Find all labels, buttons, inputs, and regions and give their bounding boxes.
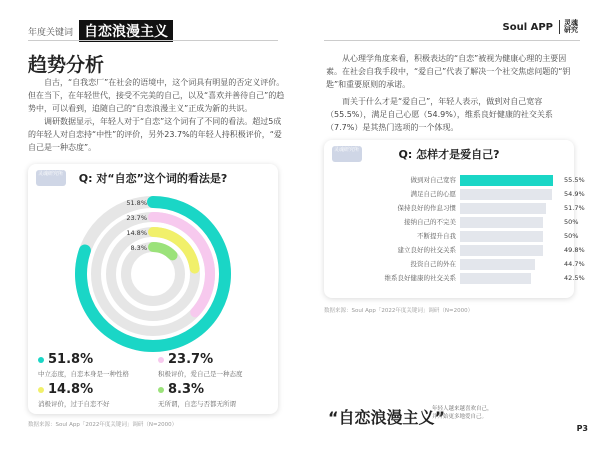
footer-subtitle-line2: 并开始更多地爱自己。 [432, 414, 488, 420]
bar-label-7: 维系良好健康的社交关系 [384, 274, 456, 282]
bar-fill-0 [460, 175, 553, 186]
bar-value-5: 49.8% [564, 246, 585, 254]
stat-item-1 [158, 352, 273, 378]
stat-value-text-0: 51.8% [48, 352, 94, 367]
bar-row-0 [324, 174, 585, 187]
bar-fill-6 [460, 259, 535, 270]
bar-fill-7 [460, 273, 531, 284]
bar-row-2 [324, 202, 585, 215]
stat-dot-1 [158, 357, 164, 363]
left-source: 数据来源：Soul App「2022年度关键词」调研（N=2000） [28, 422, 178, 428]
stat-desc-2: 消极评价，过于自恋不好 [38, 400, 110, 408]
bar-label-0: 做到对自己宽容 [410, 176, 456, 184]
radial-label-3: 8.3% [130, 244, 147, 252]
stat-item-2 [38, 382, 153, 408]
bar-label-1: 满足自己的心愿 [410, 190, 456, 198]
stat-value-0 [38, 352, 153, 367]
radial-label-0: 51.8% [126, 199, 147, 207]
left-chart-header [28, 164, 278, 192]
right-text [326, 52, 582, 134]
right-paragraph-1: 从心理学角度来看，积极表达的“自恋”被视为健康心理的主要因素。在社会自我手段中，“爱自己”代表了解决一个社交焦虑问题的“钥匙”和重要原则的承诺。 [326, 54, 571, 89]
header-rule-left [28, 40, 278, 41]
bar-label-5: 建立良好的社交关系 [397, 246, 456, 254]
header-left [28, 20, 173, 42]
stat-value-text-2: 14.8% [48, 382, 94, 397]
left-paragraph-1: 自古，“自我恋厂”在社会的语境中，这个词具有明显的否定义评价。但在当下，在年轻世代，接受不完美的自己，以及“喜欢并善待自己”的趋势中，可以看到，追随自己的“自恋浪漫主义”正成为新的共识。 [28, 78, 285, 113]
right-chart-logo: 灵魂研究所 [332, 146, 362, 162]
stat-dot-3 [158, 387, 164, 393]
radial-label-1: 23.7% [126, 214, 147, 222]
right-chart-card [324, 140, 585, 298]
bar-label-3: 接纳自己的不完美 [404, 218, 456, 226]
brand-logo-line1: 灵魂 [564, 19, 578, 27]
left-chart-title: Q: 对“自恋”这个词的看法是? [78, 172, 228, 185]
radial-chart [28, 194, 278, 354]
stat-dot-0 [38, 357, 44, 363]
header-right [503, 20, 579, 34]
bar-value-3: 50% [564, 218, 579, 226]
right-chart-title: Q: 怎样才是爱自己? [398, 148, 500, 161]
stat-value-3 [158, 382, 273, 397]
brand-logo-line2: 研究 [564, 26, 578, 34]
stat-desc-3: 无所谓，自恋与否都无所谓 [158, 400, 236, 408]
stat-item-3 [158, 382, 273, 408]
stat-value-1 [158, 352, 273, 367]
stat-dot-2 [38, 387, 44, 393]
bar-value-7: 42.5% [564, 274, 585, 282]
bar-value-1: 54.9% [564, 190, 585, 198]
left-paragraph-2: 调研数据显示，年轻人对于“自恋”这个词有了不同的看法。超过5成的年轻人对自恋持“中性”的评价，另外23.7%的年轻人持积极评价，“爱自己是一种态度”。 [28, 117, 282, 152]
footer-subtitle [432, 405, 493, 421]
bar-label-6: 投资自己的外在 [410, 260, 456, 268]
bar-row-5 [324, 244, 585, 257]
stat-desc-0: 中立态度，自恋本身是一种性格 [38, 370, 129, 378]
bar-value-2: 51.7% [564, 204, 585, 212]
bar-row-7 [324, 272, 585, 285]
bar-value-4: 50% [564, 232, 579, 240]
bar-label-4: 不断提升自我 [417, 232, 456, 240]
footer-title: “自恋浪漫主义” [328, 408, 446, 427]
stat-value-text-1: 23.7% [168, 352, 214, 367]
bar-fill-1 [460, 189, 552, 200]
radial-arc-3 [153, 247, 173, 255]
bar-value-0: 55.5% [564, 176, 585, 184]
right-chart-header [324, 140, 574, 168]
left-chart-logo: 灵魂研究所 [36, 170, 66, 186]
bar-value-6: 44.7% [564, 260, 585, 268]
brand-logo [559, 20, 578, 34]
bar-fill-4 [460, 231, 543, 242]
stat-value-text-3: 8.3% [168, 382, 205, 397]
bar-row-3 [324, 216, 579, 229]
header-title: 自恋浪漫主义 [79, 20, 173, 42]
page-number: P3 [576, 424, 588, 433]
header-keyword: 年度关键词 [28, 27, 74, 38]
left-text [28, 76, 286, 154]
bar-chart [324, 174, 585, 294]
stat-item-0 [38, 352, 153, 378]
bar-fill-3 [460, 217, 543, 228]
footer-subtitle-line1: 年轻人越来越喜欢自己， [432, 406, 493, 412]
bar-row-1 [324, 188, 585, 201]
stat-value-2 [38, 382, 153, 397]
radial-label-2: 14.8% [126, 229, 147, 237]
left-chart-card [28, 164, 278, 414]
bar-fill-5 [460, 245, 543, 256]
right-paragraph-2: 而关于什么才是“爱自己”，年轻人表示，做到对自己宽容（55.5%），满足自己心愿（54.9%），维系良好健康的社交关系（7.7%）是其热门选项的一个体现。 [326, 97, 553, 132]
bar-fill-2 [460, 203, 546, 214]
header-rule-right [324, 40, 580, 41]
stat-desc-1: 积极评价，爱自己是一种态度 [158, 370, 243, 378]
section-title: 趋势分析 [28, 54, 105, 76]
brand-name: Soul APP [502, 21, 553, 33]
right-source: 数据来源：Soul App「2022年度关键词」调研（N=2000） [324, 308, 474, 314]
bar-row-4 [324, 230, 579, 243]
bar-label-2: 保持良好的作息习惯 [397, 204, 456, 212]
bar-row-6 [324, 258, 585, 271]
